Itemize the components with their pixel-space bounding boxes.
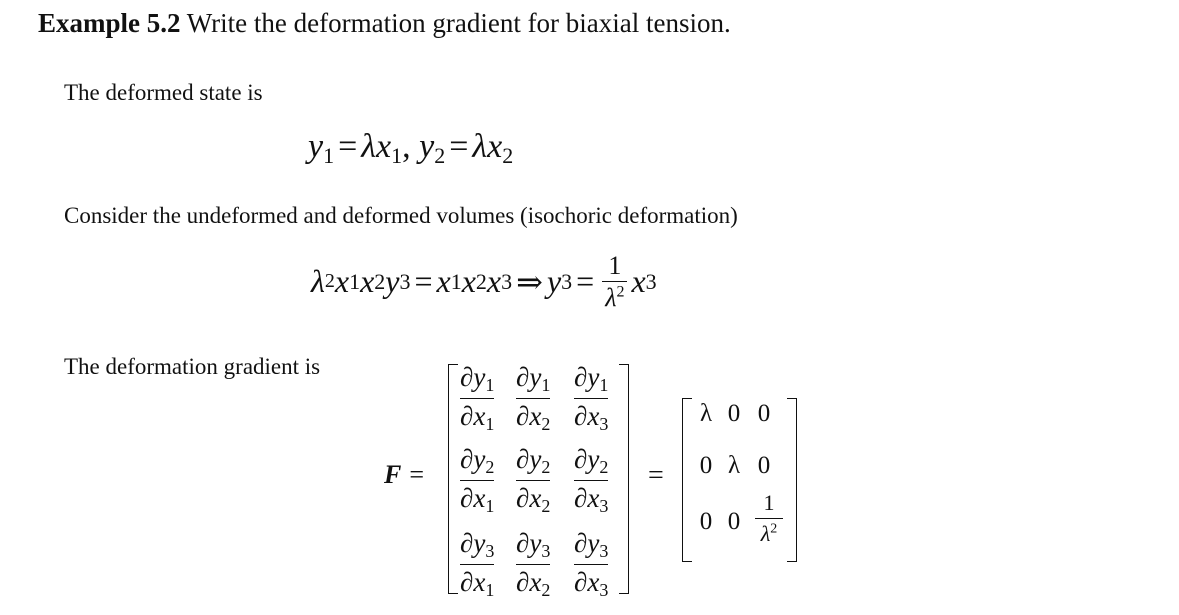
rhs-cell-1-3: 0 xyxy=(757,400,771,427)
rhs-cell-3-2: 0 xyxy=(727,508,741,535)
rhs-cell-1-1: λ xyxy=(699,400,713,427)
paragraph-deformation-gradient: The deformation gradient is xyxy=(64,354,321,379)
partial-derivative-cell: $\partial y_3$ $\partial x_2$ xyxy=(516,528,551,600)
equation-deformed-state: $y_1 = \lambda x_1$, $y_2 = \lambda x_2$ xyxy=(308,128,514,168)
partial-derivative-cell: $\partial y_3$ $\partial x_3$ xyxy=(574,528,609,600)
example-title: Write the deformation gradient for biaxial tension. xyxy=(186,8,731,38)
paragraph-volumes: Consider the undeformed and deformed volumes (isochoric deformation) xyxy=(64,203,738,228)
partial-derivative-cell: $\partial y_2$ $\partial x_3$ xyxy=(574,444,609,516)
partial-derivative-cell: $\partial y_3$ $\partial x_1$ xyxy=(460,528,495,600)
matrix-left-bracket-open xyxy=(448,364,458,594)
example-label: Example 5.2 xyxy=(38,8,181,38)
partial-derivative-cell: $\partial y_2$ $\partial x_2$ xyxy=(516,444,551,516)
equation-isochoric: λ 2 x 1 x 2 y 3 = x 1 x 2 x 3 ⇒ y 3 = $\frac{1}{\lambda^2}$ x 3 xyxy=(311,251,657,313)
example-heading xyxy=(38,8,731,39)
paragraph-deformed-state: The deformed state is xyxy=(64,80,263,105)
partial-derivative-cell: $\partial y_1$ $\partial x_3$ xyxy=(574,362,609,434)
rhs-cell-2-2: λ xyxy=(727,452,741,479)
matrix-right-bracket-open xyxy=(682,398,692,562)
rhs-cell-2-3: 0 xyxy=(757,452,771,479)
equation-F-label: F = xyxy=(384,460,425,489)
matrix-right-bracket-close xyxy=(787,398,797,562)
rhs-cell-1-2: 0 xyxy=(727,400,741,427)
partial-derivative-cell: $\partial y_1$ $\partial x_2$ xyxy=(516,362,551,434)
partial-derivative-cell: $\partial y_1$ $\partial x_1$ xyxy=(460,362,495,434)
rhs-cell-2-1: 0 xyxy=(699,452,713,479)
matrix-left-bracket-close xyxy=(619,364,629,594)
partial-derivative-cell: $\partial y_2$ $\partial x_1$ xyxy=(460,444,495,516)
rhs-cell-3-1: 0 xyxy=(699,508,713,535)
matrix-equals: = xyxy=(648,460,664,491)
rhs-cell-3-3: 1 $\lambda^2$ xyxy=(755,490,783,547)
